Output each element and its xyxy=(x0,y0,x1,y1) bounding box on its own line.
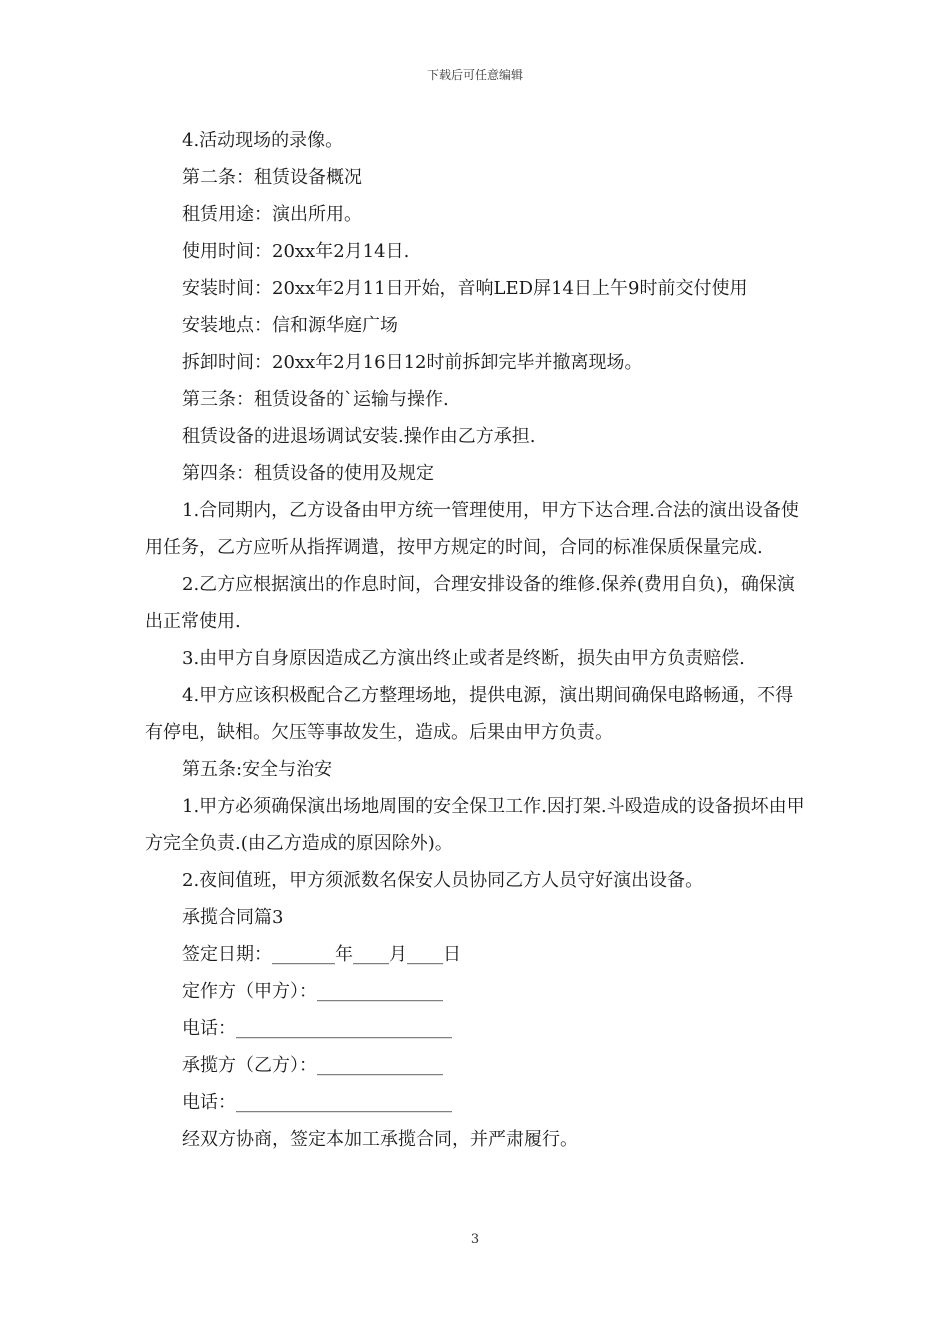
party-b-phone-field: 电话：________________________ xyxy=(182,1092,452,1113)
clause-4-1: 1.合同期内，乙方设备由甲方统一管理使用，甲方下达合理.合法的演出设备使用任务，乙方应听从指挥调遣，按甲方规定的时间，合同的标准保质保量完成. xyxy=(145,500,799,558)
paragraph-install-time: 安装时间：20xx年2月11日开始，音响LED屏14日上午9时前交付使用 xyxy=(182,278,748,299)
agreement-statement: 经双方协商，签定本加工承揽合同，并严肃履行。 xyxy=(182,1129,578,1150)
clause-4-3: 3.由甲方自身原因造成乙方演出终止或者是终断，损失由甲方负责赔偿. xyxy=(182,648,745,669)
paragraph-dismantle-time: 拆卸时间：20xx年2月16日12时前拆卸完毕并撤离现场。 xyxy=(182,352,643,373)
clause-5-2: 2.夜间值班，甲方须派数名保安人员协同乙方人员守好演出设备。 xyxy=(182,870,704,891)
section-heading-5: 第五条:安全与治安 xyxy=(182,759,333,780)
paragraph-usage-time: 使用时间：20xx年2月14日. xyxy=(182,241,410,262)
clause-4-2: 2.乙方应根据演出的作息时间，合理安排设备的维修.保养(费用自负)，确保演出正常使用. xyxy=(145,574,795,632)
clause-4-4: 4.甲方应该积极配合乙方整理场地，提供电源，演出期间确保电路畅通，不得有停电，缺相。欠压等事故发生，造成。后果由甲方负责。 xyxy=(145,685,794,743)
party-a-field: 定作方（甲方）：______________ xyxy=(182,981,443,1002)
page-header-note: 下载后可任意编辑 xyxy=(426,68,523,82)
document-body xyxy=(145,122,807,1158)
page-number: 3 xyxy=(470,1232,480,1247)
section-heading-4: 第四条：租赁设备的使用及规定 xyxy=(182,463,434,484)
paragraph-recording: 4.活动现场的录像。 xyxy=(182,130,344,151)
contract-title-3: 承揽合同篇3 xyxy=(182,907,284,928)
sign-date-field: 签定日期：_______年____月____日 xyxy=(182,944,461,965)
section-heading-2: 第二条：租赁设备概况 xyxy=(182,167,362,188)
paragraph-transport: 租赁设备的进退场调试安装.操作由乙方承担. xyxy=(182,426,536,447)
paragraph-rental-purpose: 租赁用途：演出所用。 xyxy=(182,204,362,225)
clause-5-1: 1.甲方必须确保演出场地周围的安全保卫工作.因打架.斗殴造成的设备损坏由甲方完全负责.(由乙方造成的原因除外)。 xyxy=(145,796,805,854)
paragraph-install-location: 安装地点：信和源华庭广场 xyxy=(182,315,398,336)
section-heading-3: 第三条：租赁设备的`运输与操作. xyxy=(182,389,449,410)
party-b-field: 承揽方（乙方）：______________ xyxy=(182,1055,443,1076)
party-a-phone-field: 电话：________________________ xyxy=(182,1018,452,1039)
